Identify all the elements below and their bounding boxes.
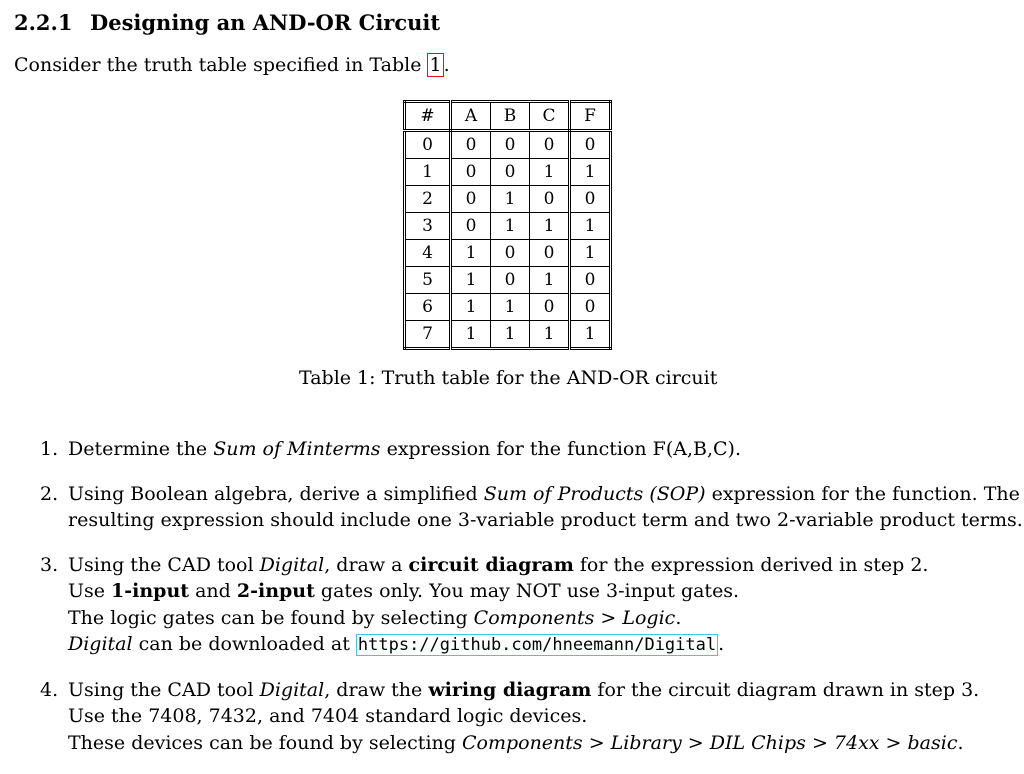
table-cell: 7 — [405, 321, 451, 349]
list-item — [40, 552, 1015, 659]
table-cell: 6 — [405, 294, 451, 321]
table-header-row — [405, 102, 611, 131]
table-cell: 1 — [570, 213, 611, 240]
header-b: B — [491, 102, 530, 131]
emphasis: Sum of Products (SOP) — [483, 482, 706, 505]
intro-end: . — [443, 54, 450, 76]
table-cell: 1 — [530, 213, 570, 240]
table-cell: 0 — [530, 131, 570, 159]
table-cell: 0 — [405, 131, 451, 159]
text: and — [189, 580, 237, 602]
table-row — [405, 294, 611, 321]
list-item — [40, 481, 1023, 534]
text: expression for the function. The — [705, 482, 1020, 505]
table-cell: 0 — [530, 186, 570, 213]
table-cell: 1 — [491, 294, 530, 321]
table-row — [405, 159, 611, 186]
emphasis: Digital — [259, 678, 325, 701]
emphasis: Components > Logic — [473, 606, 676, 629]
emphasis: Digital — [68, 633, 133, 655]
text: Use — [68, 580, 112, 602]
text: . — [957, 731, 964, 754]
table-cell: 1 — [491, 186, 530, 213]
table-cell: 1 — [570, 321, 611, 349]
table-cell: 1 — [530, 159, 570, 186]
table-cell: 1 — [405, 159, 451, 186]
table-cell: 1 — [530, 321, 570, 349]
table-cell: 0 — [491, 159, 530, 186]
item-number: 4. — [40, 678, 59, 701]
table-cell: 0 — [491, 131, 530, 159]
text: Using the CAD tool — [68, 678, 260, 701]
table-cell: 0 — [491, 267, 530, 294]
table-cell: 4 — [405, 240, 451, 267]
emphasis: Components > Library > DIL Chips > 74xx > basic — [461, 731, 958, 754]
text: Determine the — [68, 438, 214, 460]
text: Using Boolean algebra, derive a simplified — [68, 482, 484, 505]
table-reference-link[interactable]: 1 — [429, 54, 442, 76]
table-cell: 0 — [451, 131, 491, 159]
table-cell: 5 — [405, 267, 451, 294]
text: can be downloaded at — [132, 633, 356, 655]
bold-text: 1-input — [111, 580, 190, 602]
text: resulting expression should include one 3-variable product term and two 2-variable product terms. — [68, 509, 1023, 531]
intro-paragraph — [14, 54, 450, 76]
table-caption: Table 1: Truth table for the AND-OR circuit — [299, 367, 718, 389]
table-cell: 0 — [530, 240, 570, 267]
text: These devices can be found by selecting — [68, 731, 462, 754]
table-cell: 0 — [530, 294, 570, 321]
table-cell: 1 — [451, 294, 491, 321]
header-a: A — [451, 102, 491, 131]
table-cell: 0 — [491, 240, 530, 267]
table-row — [405, 186, 611, 213]
table-cell: 3 — [405, 213, 451, 240]
text: gates only. You may NOT use 3-input gates. — [314, 580, 740, 602]
table-cell: 1 — [570, 240, 611, 267]
header-index: # — [405, 102, 451, 131]
emphasis: Sum of Minterms — [213, 438, 381, 460]
text: Using the CAD tool — [68, 553, 260, 576]
task-list — [40, 436, 1023, 774]
intro-text: Consider the truth table specified in Table — [14, 54, 428, 76]
table-cell: 0 — [451, 186, 491, 213]
text: expression for the function F(A,B,C). — [380, 438, 741, 460]
table-cell: 1 — [451, 267, 491, 294]
item-number: 3. — [40, 553, 59, 576]
table-cell: 0 — [570, 186, 611, 213]
table-cell: 0 — [451, 159, 491, 186]
text: , draw the — [324, 678, 429, 701]
header-c: C — [530, 102, 570, 131]
table-cell: 1 — [451, 240, 491, 267]
table-row — [405, 131, 611, 159]
table-cell: 1 — [491, 213, 530, 240]
item-number: 2. — [40, 482, 59, 505]
table-cell: 1 — [530, 267, 570, 294]
table-cell: 1 — [491, 321, 530, 349]
list-item — [40, 677, 1015, 757]
text: for the expression derived in step 2. — [573, 553, 929, 576]
bold-text: wiring diagram — [428, 678, 592, 701]
emphasis: Digital — [259, 553, 325, 576]
table-cell: 0 — [570, 131, 611, 159]
header-f: F — [570, 102, 611, 131]
text: for the circuit diagram drawn in step 3. — [591, 678, 980, 701]
list-item — [40, 436, 1015, 463]
table-row — [405, 213, 611, 240]
table-cell: 2 — [405, 186, 451, 213]
table-row — [405, 321, 611, 349]
item-number: 1. — [40, 438, 59, 460]
section-heading — [14, 10, 440, 35]
download-link[interactable]: https://github.com/hneemann/Digital — [357, 635, 717, 655]
text: . — [675, 606, 682, 629]
table-cell: 0 — [451, 213, 491, 240]
section-title: Designing an AND-OR Circuit — [90, 10, 441, 35]
truth-table — [403, 100, 612, 350]
table-row — [405, 267, 611, 294]
table-cell: 1 — [570, 159, 611, 186]
text: . — [718, 633, 725, 655]
table-cell: 1 — [451, 321, 491, 349]
text: The logic gates can be found by selecting — [68, 606, 474, 629]
section-number: 2.2.1 — [14, 10, 73, 35]
bold-text: 2-input — [236, 580, 315, 602]
table-row — [405, 240, 611, 267]
table-cell: 0 — [570, 267, 611, 294]
bold-text: circuit diagram — [408, 553, 574, 576]
text: , draw a — [324, 553, 409, 576]
table-cell: 0 — [570, 294, 611, 321]
text: Use the 7408, 7432, and 7404 standard logic devices. — [68, 705, 588, 727]
